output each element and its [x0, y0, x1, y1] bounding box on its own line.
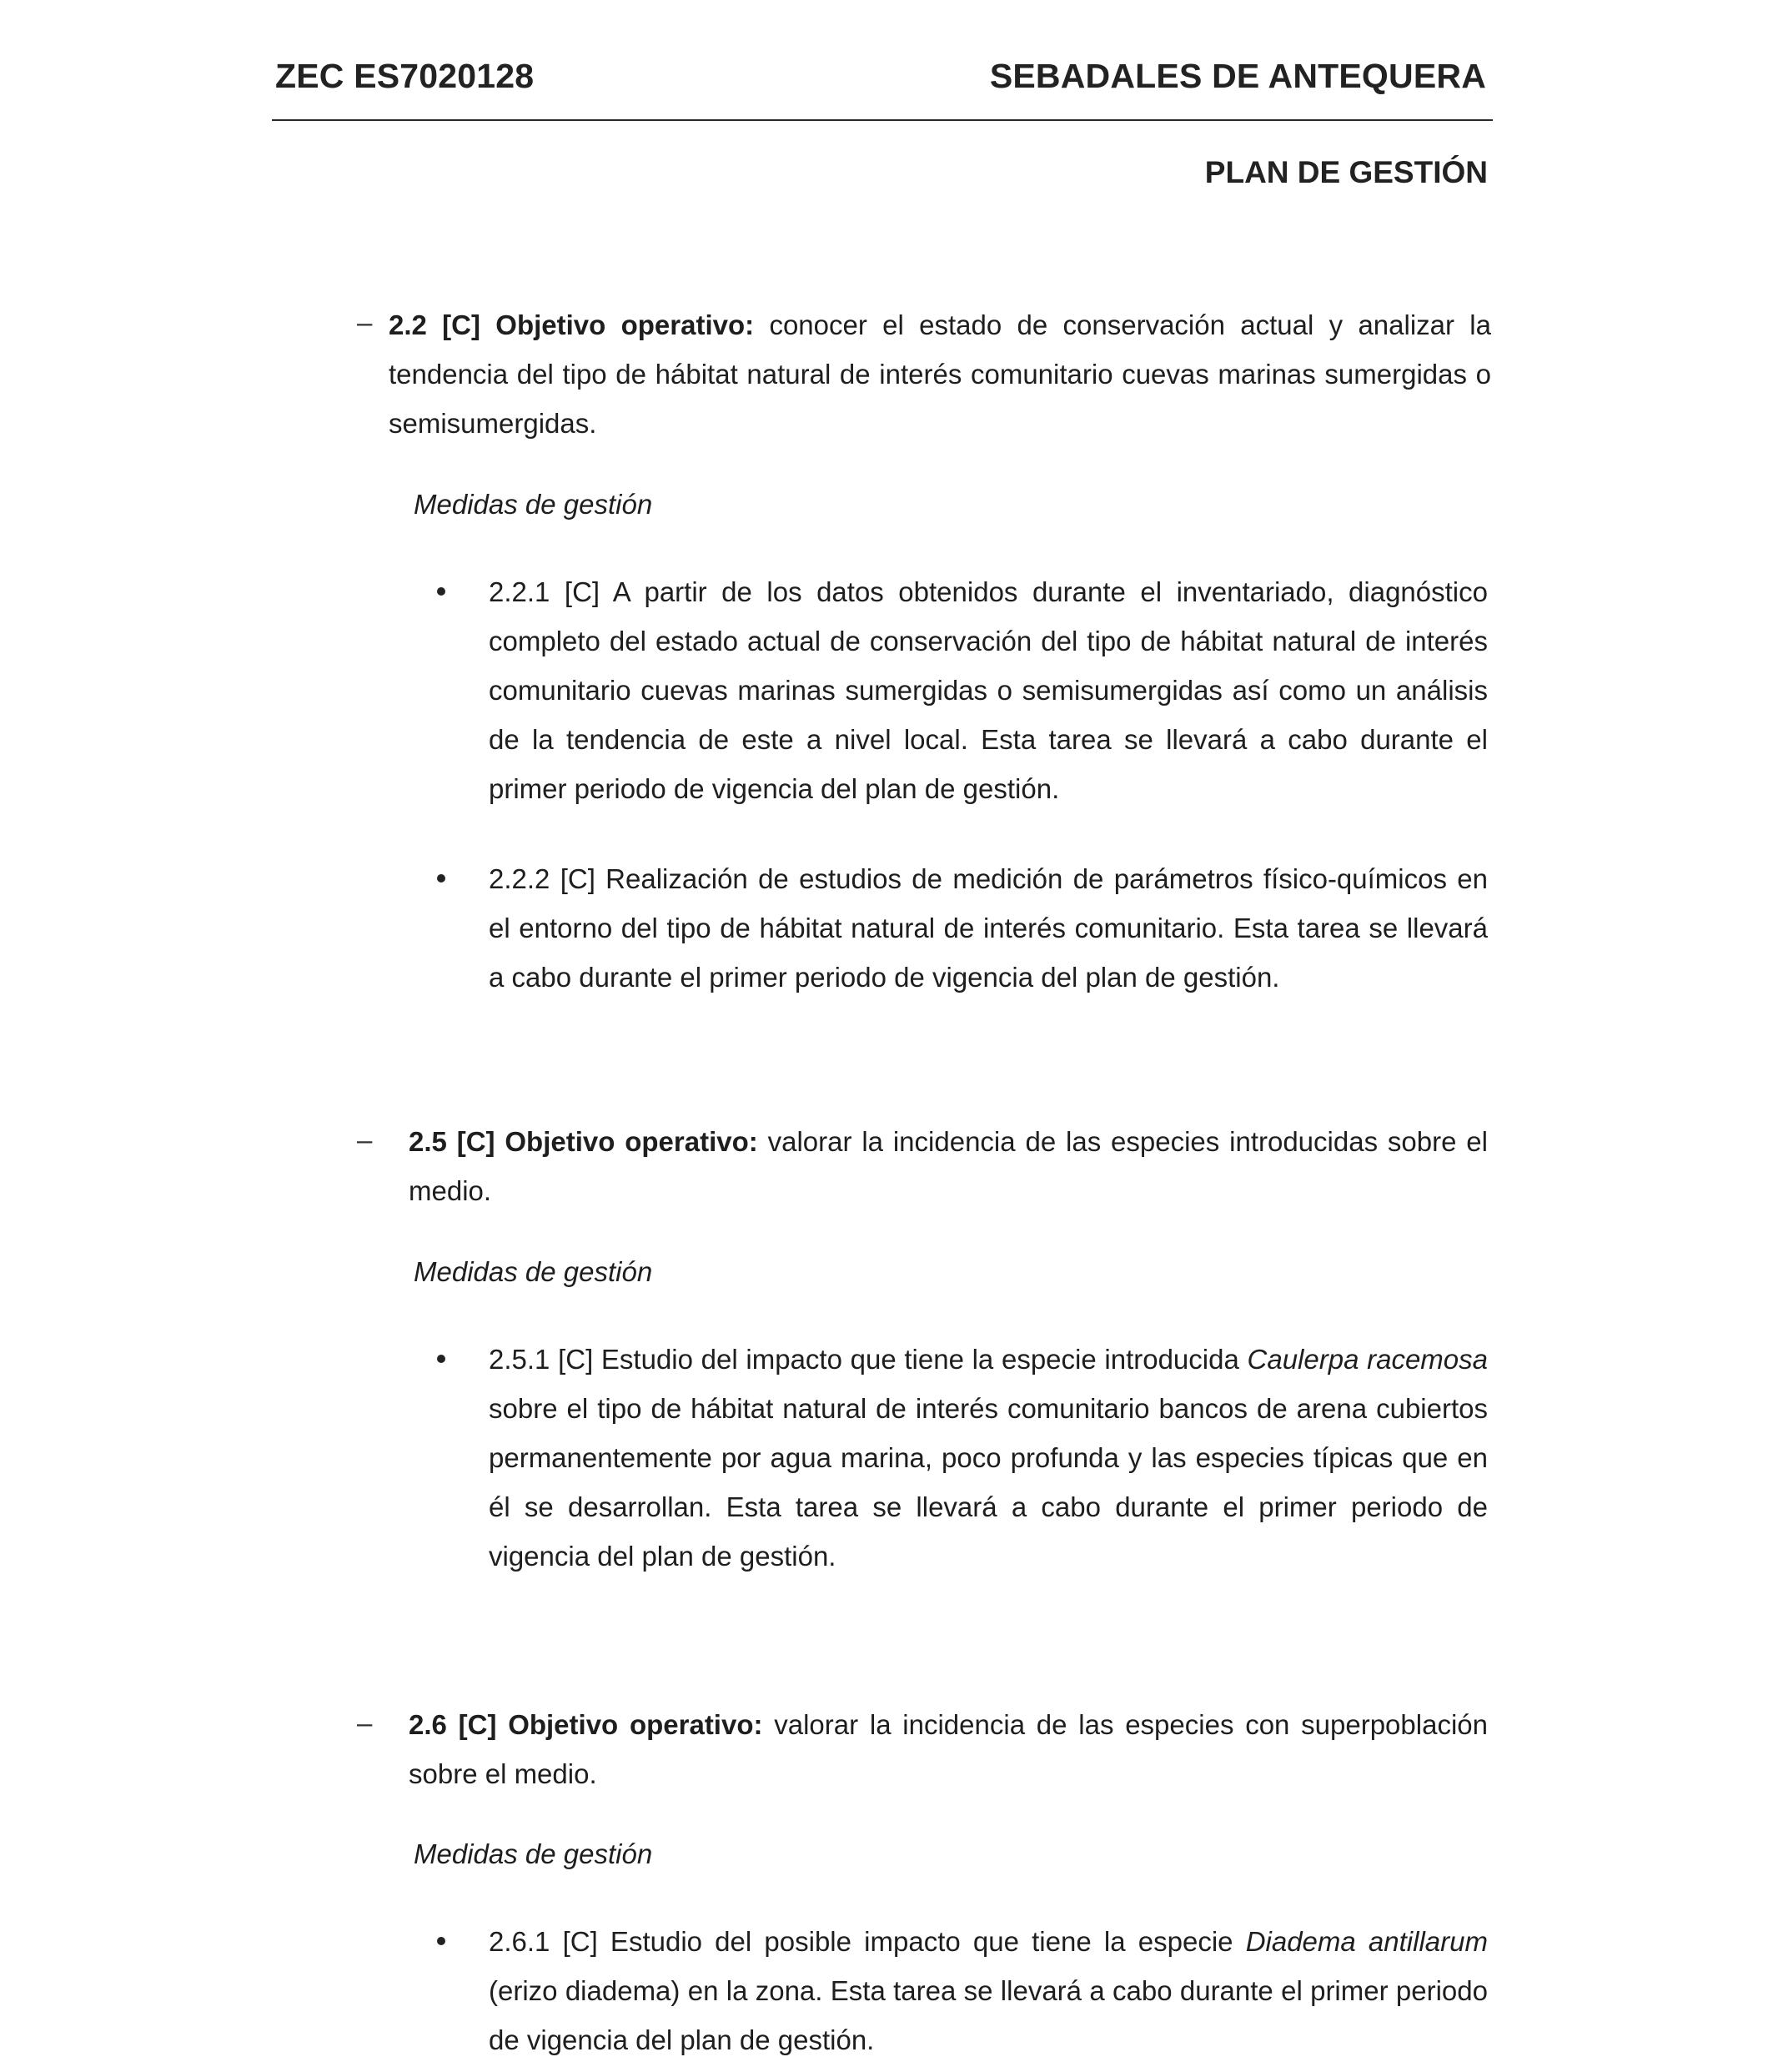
- measure-text: [489, 1917, 1488, 2064]
- objective-text: [409, 1700, 1488, 1798]
- measure-text-part: 2.6.1 [C] Estudio del posible impacto que tiene la especie: [489, 1926, 1246, 1957]
- objective-text: [389, 300, 1491, 448]
- objective-label: 2.5 [C] Objetivo operativo:: [409, 1126, 758, 1157]
- header-divider: [272, 119, 1493, 121]
- objective-description: valorar la incidencia de las especies introducidas sobre el medio.: [409, 1126, 1488, 1206]
- dash-marker: –: [357, 1707, 373, 1738]
- medidas-heading: Medidas de gestión: [414, 1256, 653, 1287]
- objective-description: conocer el estado de conservación actual y analizar la tendencia del tipo de hábitat natural de interés comunitario cuevas marinas sumergidas o semisumergidas.: [389, 309, 1491, 439]
- dash-marker: –: [357, 1124, 373, 1155]
- measure-text-part: 2.2.1 [C] A partir de los datos obtenidos durante el inventariado, diagnóstico completo del estado actual de conservación del tipo de hábitat natural de interés comunitario cuevas marinas sumergidas o semisumergidas así como un análisis de la tendencia de este a nivel local. Esta tarea se llevará a cabo durante el primer periodo de vigencia del plan de gestión.: [489, 576, 1488, 804]
- measure-text: [489, 567, 1488, 813]
- document-subtitle: PLAN DE GESTIÓN: [1204, 155, 1488, 189]
- measure-text: [489, 854, 1488, 1002]
- medidas-heading: Medidas de gestión: [414, 489, 653, 520]
- measure-text-part: 2.2.2 [C] Realización de estudios de medición de parámetros físico-químicos en el entorno del tipo de hábitat natural de interés comunitario. Esta tarea se llevará a cabo durante el primer periodo de vigencia del plan de gestión.: [489, 863, 1488, 993]
- page-header: [274, 50, 1491, 108]
- measure-text-part: sobre el tipo de hábitat natural de interés comunitario bancos de arena cubiertos permanentemente por agua marina, poco profunda y las especies típicas que en él se desarrollan. Esta tarea se llevará a cabo durante el primer periodo de vigencia del plan de gestión.: [489, 1393, 1488, 1572]
- species-name: Caulerpa racemosa: [1247, 1344, 1489, 1375]
- bullet-icon: [437, 1937, 445, 1945]
- objective-description: valorar la incidencia de las especies con superpoblación sobre el medio.: [409, 1709, 1488, 1789]
- bullet-icon: [437, 1355, 445, 1363]
- site-name: SEBADALES DE ANTEQUERA: [989, 57, 1486, 95]
- objective-text: [409, 1117, 1488, 1215]
- objective-label: 2.6 [C] Objetivo operativo:: [409, 1709, 763, 1740]
- site-code: ZEC ES7020128: [275, 57, 535, 95]
- measure-text: [489, 1335, 1488, 1581]
- dash-marker: –: [357, 307, 373, 338]
- medidas-heading: Medidas de gestión: [414, 1838, 653, 1869]
- objective-label: 2.2 [C] Objetivo operativo:: [389, 309, 755, 340]
- bullet-icon: [437, 874, 445, 883]
- measure-text-part: (erizo diadema) en la zona. Esta tarea se llevará a cabo durante el primer periodo de vigencia del plan de gestión.: [489, 1975, 1488, 2055]
- species-name: Diadema antillarum: [1245, 1926, 1488, 1957]
- measure-text-part: 2.5.1 [C] Estudio del impacto que tiene la especie introducida: [489, 1344, 1248, 1375]
- bullet-icon: [437, 587, 445, 596]
